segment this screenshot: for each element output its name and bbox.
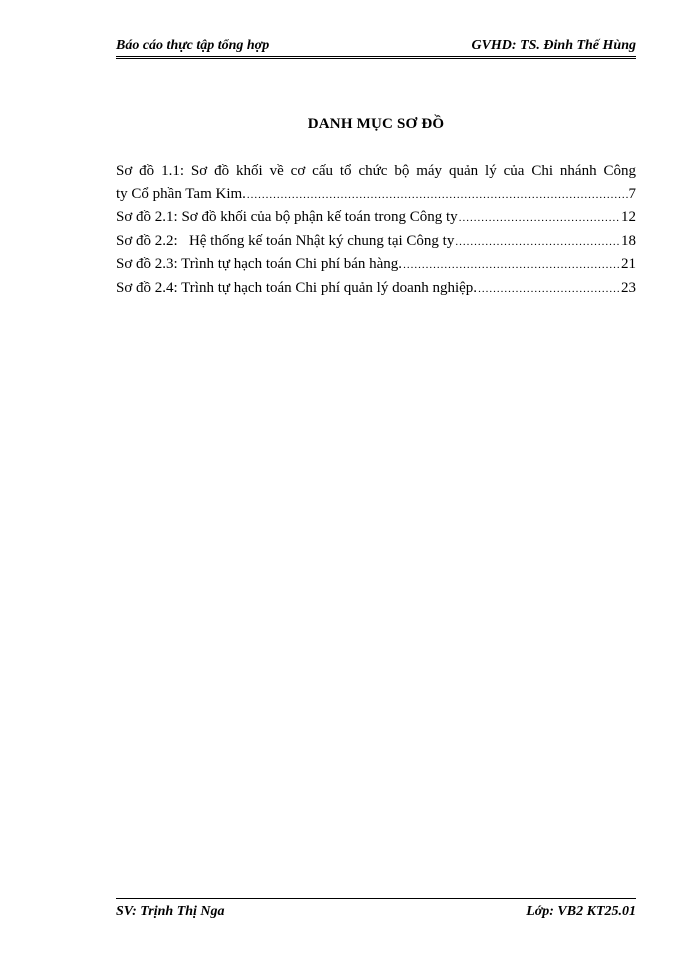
dot-leader bbox=[403, 254, 620, 277]
footer-student: SV: Trịnh Thị Nga bbox=[116, 904, 225, 919]
page-number: 18 bbox=[621, 232, 636, 249]
page-number: 12 bbox=[621, 209, 636, 225]
list-item[interactable] bbox=[116, 253, 636, 277]
list-item[interactable] bbox=[116, 230, 636, 254]
header-report-title: Báo cáo thực tập tổng hợp bbox=[116, 38, 270, 53]
page-footer bbox=[116, 898, 636, 920]
list-item-label-line2: ty Cổ phần Tam Kim. bbox=[116, 185, 246, 202]
dot-leader bbox=[455, 231, 620, 254]
list-item[interactable] bbox=[116, 277, 636, 301]
dot-leader bbox=[247, 184, 628, 207]
footer-class: Lớp: VB2 KT25.01 bbox=[526, 904, 636, 919]
page-header bbox=[116, 38, 636, 59]
list-item-label-line1: Sơ đồ 1.1: Sơ đồ khối về cơ cấu tổ chức bộ máy quản lý của Chi nhánh Công bbox=[116, 163, 636, 179]
list-item-label: Sơ đồ 2.4: Trình tự hạch toán Chi phí quản lý doanh nghiệp. bbox=[116, 279, 478, 296]
list-item[interactable] bbox=[116, 160, 636, 206]
header-supervisor: GVHD: TS. Đinh Thế Hùng bbox=[471, 38, 636, 53]
page-title: DANH MỤC SƠ ĐỒ bbox=[307, 116, 445, 132]
page-number: 21 bbox=[621, 256, 636, 272]
list-item-label: Sơ đồ 2.3: Trình tự hạch toán Chi phí bán hàng. bbox=[116, 256, 403, 272]
diagram-list bbox=[116, 160, 636, 300]
list-item-label: Sơ đồ 2.1: Sơ đồ khối của bộ phận kế toán trong Công ty bbox=[116, 209, 458, 225]
dot-leader bbox=[478, 278, 620, 301]
page-number: 7 bbox=[628, 185, 636, 202]
list-item[interactable] bbox=[116, 206, 636, 230]
list-item-label: Sơ đồ 2.2: Hệ thống kế toán Nhật ký chung tại Công ty bbox=[116, 232, 455, 249]
page-number: 23 bbox=[621, 279, 636, 296]
dot-leader bbox=[459, 207, 620, 230]
